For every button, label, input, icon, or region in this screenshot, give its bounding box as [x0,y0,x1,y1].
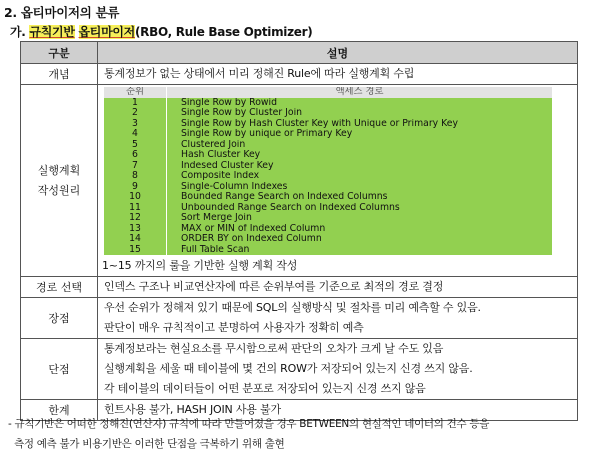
description-line: 실행계획을 세울 때 테이블에 몇 건의 ROW가 저장되어 있는지 신경 쓰지 않음. [104,362,473,375]
table-row-disadvantages [21,339,578,400]
rule-header-rank: 순위 [104,87,167,98]
row-description [98,64,578,85]
rule-row [104,213,552,224]
rule-row [104,171,552,182]
rule-row [104,224,552,235]
rule-rank: 3 [104,119,167,130]
header-category: 구분 [21,42,98,64]
rule-rank: 14 [104,234,167,245]
rule-rank: 8 [104,171,167,182]
rule-access-path: Indesed Cluster Key [167,161,553,172]
rule-access-path: Single Row by unique or Primary Key [167,129,553,140]
table-row-concept [21,64,578,85]
rule-rank: 6 [104,150,167,161]
rule-access-path: Unbounded Range Search on Indexed Columns [167,203,553,214]
subsection-heading [10,23,312,40]
rule-rank: 10 [104,192,167,203]
rule-rank: 5 [104,140,167,151]
rule-access-path: Single Row by Cluster Join [167,108,553,119]
row-description [98,298,578,339]
rule-access-path: ORDER BY on Indexed Column [167,234,553,245]
row-description [98,85,578,277]
rule-access-path: Composite Index [167,171,553,182]
rule-row [104,129,552,140]
highlight-rule-based: 규칙기반 [29,25,75,39]
row-description [98,277,578,298]
row-key: 실행계획 작성원리 [21,85,98,277]
row-key: 한계 [21,400,98,421]
rule-row [104,245,552,256]
rule-rank: 2 [104,108,167,119]
rule-rank: 7 [104,161,167,172]
rule-rank: 11 [104,203,167,214]
rule-rank: 15 [104,245,167,256]
description-line: 힌트사용 불가, HASH JOIN 사용 불가 [104,403,281,416]
table-row-plan-principle [21,85,578,277]
rule-access-path: Single Row by Hash Cluster Key with Unique or Primary Key [167,119,553,130]
rule-row [104,108,552,119]
description-line: 통계정보라는 현실요소를 무시함으로써 판단의 오차가 크게 날 수도 있음 [104,342,444,355]
rule-access-path: MAX or MIN of Indexed Column [167,224,553,235]
description-line: 통계정보가 없는 상태에서 미리 정해진 Rule에 따라 실행계획 수립 [104,67,415,80]
row-key: 장점 [21,298,98,339]
highlight-optimizer: 옵티마이저 [78,25,135,39]
rule-row [104,203,552,214]
subheading-rest: (RBO, Rule Base Optimizer) [134,25,313,39]
section-heading: 2. 옵티마이저의 분류 [4,5,120,20]
rule-row [104,192,552,203]
table-header-row [21,42,578,64]
rule-rank: 1 [104,98,167,109]
rule-access-path: Clustered Join [167,140,553,151]
rule-table-header [104,87,552,98]
footnote [8,414,489,454]
rule-priority-table [104,87,552,255]
table-row-path-selection [21,277,578,298]
rule-access-path: Single-Column Indexes [167,182,553,193]
rule-row [104,161,552,172]
rule-access-path: Bounded Range Search on Indexed Columns [167,192,553,203]
rule-row [104,234,552,245]
rule-access-path: Full Table Scan [167,245,553,256]
row-key: 단점 [21,339,98,400]
rule-row [104,119,552,130]
rbo-classification-table [20,41,578,421]
rule-header-path: 액세스 경로 [167,87,553,98]
rule-row [104,182,552,193]
row-key: 경로 선택 [21,277,98,298]
description-line: 각 테이블의 데이터들이 어떤 분포로 저장되어 있는지 신경 쓰지 않음 [104,382,426,395]
row-key: 개념 [21,64,98,85]
header-description: 설명 [98,42,578,64]
rule-note: 1~15 까지의 룰을 기반한 실행 계획 작성 [102,259,298,272]
table-row-advantages [21,298,578,339]
footnote-line: - 규칙기반은 어떠한 정해진(연산자) 규칙에 따라 만들어졌을 경우 BETWEEN의 현실적인 데이터의 건수 등을 [8,418,490,430]
description-line: 인덱스 구조나 비교연산자에 따른 순위부여를 기준으로 최적의 경로 결정 [104,280,444,293]
rule-rank: 13 [104,224,167,235]
footnote-line: 측정 예측 불가 비용기반은 이러한 단점을 극복하기 위해 출현 [8,438,285,450]
rule-access-path: Hash Cluster Key [167,150,553,161]
rule-access-path: Single Row by Rowid [167,98,553,109]
row-description [98,339,578,400]
description-line: 우선 순위가 정해져 있기 때문에 SQL의 실행방식 및 절차를 미리 예측할 수 있음. [104,301,481,314]
rule-rank: 4 [104,129,167,140]
rule-row [104,150,552,161]
subheading-prefix: 가. [10,25,30,39]
rule-row [104,140,552,151]
rule-rank: 12 [104,213,167,224]
description-line: 판단이 매우 규칙적이고 분명하여 사용자가 정확히 예측 [104,321,364,334]
rule-row [104,98,552,109]
rule-rank: 9 [104,182,167,193]
rule-access-path: Sort Merge Join [167,213,553,224]
